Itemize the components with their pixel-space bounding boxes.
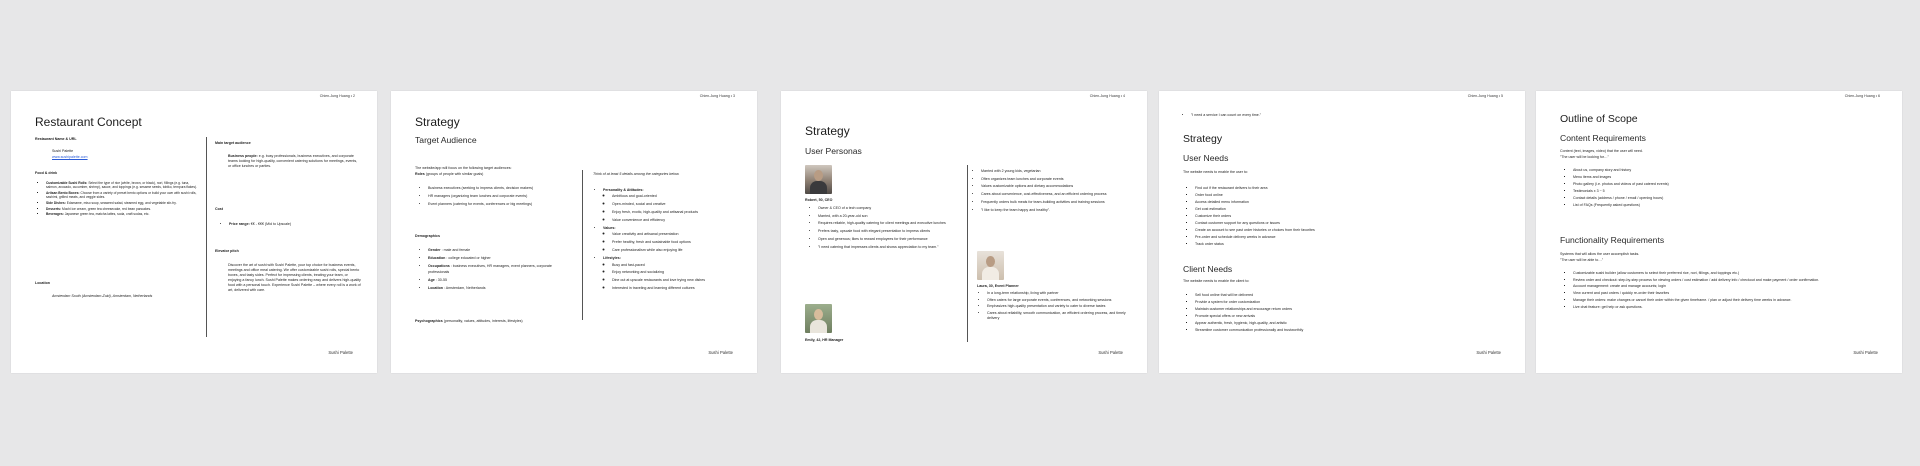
- list-item: • Event planners (catering for events, conferences or big meetings): [428, 201, 566, 207]
- content-list: [1566, 168, 1766, 210]
- list-item: • "I like to keep the team happy and healthy".: [981, 207, 1124, 213]
- section-heading: Functionality Requirements: [1560, 235, 1665, 245]
- page-title: Strategy: [805, 124, 850, 138]
- functionality-list: [1566, 271, 1886, 311]
- list-item: • Often caters for large corporate events, conferences, and networking sessions: [987, 298, 1128, 303]
- list-item: • Requires reliable, high-quality catering for client meetings and executive lunches: [818, 220, 959, 226]
- list-item: ◦ Value convenience and efficiency: [612, 217, 746, 223]
- client-needs-list: [1188, 293, 1388, 335]
- list-item: ▪ Menu items and images: [1573, 175, 1766, 181]
- list-item: ▪ Contact details (address / phone / email / opening hours): [1573, 196, 1766, 202]
- persona-photo-laura: [977, 251, 1004, 280]
- list-item: ▪ Promote special offers or new arrivals: [1195, 314, 1388, 320]
- persona-name: Laura, 30, Event Planner: [977, 284, 1019, 288]
- page-footer: Sushi Palette: [708, 350, 733, 355]
- page-restaurant-concept: [11, 91, 377, 373]
- demographics-list: [421, 247, 566, 293]
- list-item: ◦ Prefer healthy, fresh and sustainable food options: [612, 239, 746, 245]
- intro-text: "The user will be able to…": [1560, 258, 1604, 262]
- list-item: ▪ Customizable Sushi Rolls: Select the type of rice (white, brown, or black), nori, fillings (e.g. tuna, salmon, avocado, cucumber, shrimp), sauce, and toppings (e.g. sesame seeds, tobiko, tempura flakes).: [46, 181, 197, 189]
- list-item: ▪ Create an account to see past order histories or choices from their favorites: [1195, 228, 1388, 234]
- list-item: ▪ Contact customer support for any questions or issues: [1195, 221, 1388, 227]
- list-item: ▪ Track order status: [1195, 242, 1388, 248]
- list-item: ▪ Streamline customer communication professionally and trustworthily: [1195, 328, 1388, 334]
- list-item: ▪ Account management: create and manage accounts; login: [1573, 284, 1886, 289]
- persona-photo-robert: [805, 165, 832, 194]
- list-item: • Location : Amsterdam, Netherlands: [428, 285, 566, 291]
- list-item: ◦ Dine out at upscale restaurants and love trying new dishes: [612, 277, 746, 283]
- quote-text: • "I need a service I can count on every time.": [1184, 113, 1261, 120]
- user-needs-list: [1188, 186, 1388, 249]
- list-item: ◦ Ambitious and goal-oriented: [612, 193, 746, 199]
- page-title: Strategy: [1183, 133, 1223, 145]
- roles-label: Roles (groups of people with similar goals): [415, 172, 484, 176]
- list-item: ▪ Access detailed menu information: [1195, 200, 1388, 206]
- intro-text: The website/app will focus on the following target audiences:: [415, 166, 512, 170]
- pitch-text: Discover the art of sushi with Sushi Palette, your top choice for business events, meetings and office meal catering. We offer customizable sushi rolls, special bento boxes, and tasty sides. Perfect for impressing clients, treating your team, or enjoying a fancy lunch. Sushi Palette makes ordering easy and delivers high-quality food with a personal touch. Experience Sushi Palette – where every roll is a work of art, delivered with care.: [228, 263, 361, 292]
- list-item: • In a long-term relationship, living with partner: [987, 291, 1128, 296]
- list-item: ▪ Customizable sushi builder (allow customers to select their preferred rice, nori, fillings, and toppings etc.): [1573, 271, 1886, 276]
- food-list: [39, 181, 197, 218]
- list-item: ▪ Maintain customer relationships and encourage return orders: [1195, 307, 1388, 313]
- instruction-text: Think of at least 5 details among the categories below.: [593, 172, 680, 176]
- list-item: ▪ Order food online: [1195, 193, 1388, 199]
- cost-text: • Price range: €€ - €€€ (Mid to Upscale): [222, 222, 291, 229]
- list-item: ▪ Appear authentic, fresh, hygienic, high-quality, and artistic: [1195, 321, 1388, 327]
- list-item: ▪ Manage their orders: make changes or cancel their order within the given timeframe. / plan or adjust their delivery time weeks in advance.: [1573, 298, 1886, 303]
- list-item: ◦ Value creativity and artisanal presentation: [612, 231, 746, 237]
- list-item: ◦ Interested in traveling and learning different cultures: [612, 285, 746, 291]
- page-title: Outline of Scope: [1560, 113, 1638, 125]
- list-item: • Owner & CEO of a tech company: [818, 205, 959, 211]
- page-footer: Sushi Palette: [1853, 350, 1878, 355]
- psychographics-label: Psychographics (personality, values, attitudes, interests, lifestyles): [415, 319, 523, 323]
- list-item: ▪ Live chat feature: get help or ask questions.: [1573, 305, 1886, 310]
- list-item: • Occupations : business executives, HR managers, event planners, corporate professionals: [428, 263, 566, 276]
- section-label: Food & drink: [35, 171, 58, 175]
- page-outline-of-scope: [1536, 91, 1902, 373]
- list-item: ▪ Testimonials x 3 ~ 5: [1573, 189, 1766, 195]
- list-item: • Age : 30-55: [428, 277, 566, 283]
- list-item: ▪ Customize their orders: [1195, 214, 1388, 220]
- page-footer: Sushi Palette: [328, 350, 353, 355]
- list-item: ◦ Enjoy fresh, exotic, high-quality and artisanal products: [612, 209, 746, 215]
- list-item: • Frequently orders bulk meals for team-building activities and training sessions: [981, 199, 1124, 205]
- list-item: • Business executives (seeking to impress clients, decision makers): [428, 185, 566, 191]
- list-item: ▪ Beverages: Japanese green tea, matcha lattes, soda, craft sodas, etc.: [46, 212, 197, 216]
- list-item: • Education : college educated or higher: [428, 255, 566, 261]
- intro-text: The website needs to enable the client to:: [1183, 279, 1250, 283]
- section-label: Demographics: [415, 234, 440, 238]
- list-item: ◦ Open-minded, social and creative: [612, 201, 746, 207]
- column-divider: [582, 170, 583, 320]
- page-footer: Sushi Palette: [1476, 350, 1501, 355]
- page-user-client-needs: [1159, 91, 1525, 373]
- section-label: Main target audience: [215, 141, 251, 145]
- section-label: Restaurant Name & URL: [35, 137, 77, 141]
- persona-name: Robert, 50, CEO: [805, 198, 833, 202]
- persona-name: Emily, 42, HR Manager: [805, 338, 844, 342]
- persona-details: [974, 168, 1124, 214]
- list-item: • Open and generous; likes to reward employees for their performance: [818, 236, 959, 242]
- column-divider: [967, 165, 968, 342]
- persona-details: [980, 291, 1128, 323]
- list-item: ▪ Sell food online that will be delivered: [1195, 293, 1388, 299]
- list-item: ▪ Side Dishes: Edamame, miso soup, seaweed salad, steamed egg, and vegetable stir-fry.: [46, 201, 197, 205]
- page-target-audience: [391, 91, 757, 373]
- section-heading: User Personas: [805, 146, 862, 156]
- restaurant-name: Sushi Palette: [52, 149, 74, 153]
- restaurant-url-link[interactable]: www.sushipalette.com: [52, 155, 88, 159]
- list-item: • HR managers (organizing team lunches and corporate events): [428, 193, 566, 199]
- psychographics-list: • Personality & Attitudes: ◦ Ambitious and goal-oriented ◦ Open-minded, social and creative ◦ Enjoy fresh, exotic, high-quality and artisanal products ◦ Value convenience and efficiency • Values: ◦ Value creativity and artisanal presentation ◦ Prefer healthy, fresh and sustainable food options ◦ Care professionalism while also enjoying life • Lifestyles: ◦ Busy and fast-paced ◦ Enjoy networking and socializing ◦ Dine out at upscale restaurants and love trying new dishes ◦ Interested in traveling and learning different cultures: [596, 187, 746, 293]
- list-item: ▪ Provide a system for order customization: [1195, 300, 1388, 306]
- list-item: ◦ Busy and fast-paced: [612, 262, 746, 268]
- persona-details: [811, 205, 959, 251]
- intro-text: Systems that will allow the user accomplish tasks.: [1560, 252, 1640, 256]
- section-label: Location: [35, 281, 50, 285]
- list-item: ▪ Artisan Bento Boxes: Choose from a variety of preset bento options or build your own with sushi rolls, sashimi, grilled meats, and veggie sides.: [46, 191, 197, 199]
- list-item: ▪ Find out if the restaurant delivers to their area: [1195, 186, 1388, 192]
- section-heading: User Needs: [1183, 153, 1229, 163]
- page-user-personas: [781, 91, 1147, 373]
- list-item: ▪ List of FAQs (Frequently asked questions): [1573, 203, 1766, 209]
- roles-list: [421, 185, 566, 209]
- list-item: • Gender : male and female: [428, 247, 566, 253]
- list-item: • Prefers tasty, upscale food with elegant presentation to impress clients: [818, 228, 959, 234]
- page-header: Chien-Jung Huang • 6: [1844, 94, 1880, 98]
- intro-text: Content (text, images, video) that the user will need.: [1560, 149, 1643, 153]
- list-item: ▪ Desserts: Mochi ice cream, green tea cheesecake, red bean pancakes.: [46, 207, 197, 211]
- list-item: • Emphasizes high-quality presentation and variety to cater to diverse tastes: [987, 304, 1128, 309]
- list-item: ◦ Enjoy networking and socializing: [612, 269, 746, 275]
- page-header: Chien-Jung Huang • 2: [319, 94, 355, 98]
- page-title: Strategy: [415, 115, 460, 129]
- list-item: ▪ Photo gallery (i.e. photos and videos of past catered events): [1573, 182, 1766, 188]
- list-item: ▪ Get cost estimation: [1195, 207, 1388, 213]
- section-heading: Target Audience: [415, 135, 477, 145]
- list-item: • Cares about reliability, smooth communication, an efficient ordering process, and timely delivery: [987, 311, 1128, 321]
- section-heading: Content Requirements: [1560, 133, 1646, 143]
- intro-text: "The user will be looking for…": [1560, 155, 1609, 159]
- persona-photo-emily: [805, 304, 832, 333]
- list-item: ▪ View current and past orders / quickly re-order their favorites: [1573, 291, 1886, 296]
- list-item: • Married, with a 20-year-old son: [818, 213, 959, 219]
- list-item: • Often organizes team lunches and corporate events: [981, 176, 1124, 182]
- page-title: Restaurant Concept: [35, 115, 142, 129]
- list-item: • Values customizable options and dietary accommodations: [981, 183, 1124, 189]
- list-item: ▪ About us, company story and history: [1573, 168, 1766, 174]
- page-header: Chien-Jung Huang • 4: [1089, 94, 1125, 98]
- intro-text: The website needs to enable the user to:: [1183, 170, 1248, 174]
- list-item: ▪ Review order and checkout: step-by-step process for viewing orders / cost estimation / add delivery info / checkout and make payment / order confirmation.: [1573, 278, 1886, 283]
- list-item: ◦ Care professionalism while also enjoying life: [612, 247, 746, 253]
- list-item: • Married with 2 young kids, vegetarian: [981, 168, 1124, 174]
- page-header: Chien-Jung Huang • 3: [699, 94, 735, 98]
- location-text: Amsterdam South (Amsterdam-Zuid), Amsterdam, Netherlands: [52, 294, 153, 298]
- list-item: • Cares about convenience, cost-effectiveness, and an efficient ordering process: [981, 191, 1124, 197]
- page-footer: Sushi Palette: [1098, 350, 1123, 355]
- list-item: • "I need catering that impresses clients and shows appreciation to my team.": [818, 244, 959, 250]
- list-item: ▪ Pre-order and schedule delivery weeks in advance: [1195, 235, 1388, 241]
- page-header: Chien-Jung Huang • 5: [1467, 94, 1503, 98]
- section-label: Cost: [215, 207, 223, 211]
- section-label: Elevator pitch: [215, 249, 239, 253]
- target-text: Business people: e.g. busy professionals, business executives, and corporate teams looking for high-quality, convenient catering solutions for meetings, events, or office lunches or parties.: [228, 154, 358, 168]
- column-divider: [206, 137, 207, 337]
- section-heading: Client Needs: [1183, 264, 1233, 274]
